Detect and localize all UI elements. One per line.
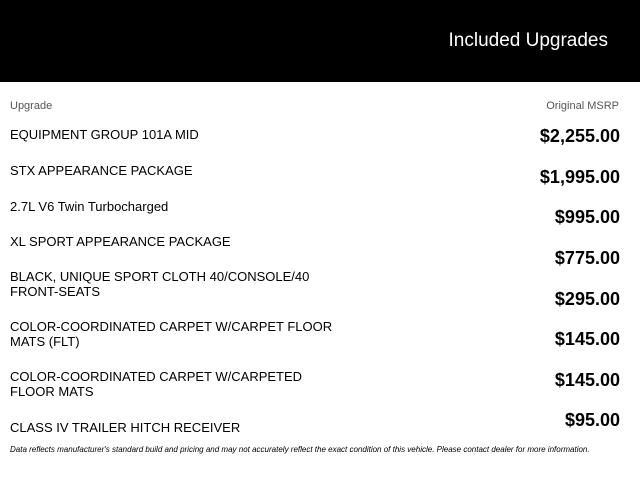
upgrade-price: $2,255.00	[539, 126, 620, 146]
upgrade-price: $145.00	[554, 329, 620, 349]
column-header-upgrade: Upgrade	[10, 100, 53, 112]
upgrade-name: COLOR-COORDINATED CARPET W/CARPET FLOOR MATS (FLT)	[10, 319, 333, 349]
upgrade-name: STX APPEARANCE PACKAGE	[10, 163, 193, 178]
upgrade-price: $95.00	[564, 410, 620, 430]
upgrade-name: EQUIPMENT GROUP 101A MID	[10, 127, 199, 142]
upgrade-price: $145.00	[554, 370, 620, 390]
upgrade-name: XL SPORT APPEARANCE PACKAGE	[10, 234, 231, 249]
page-title: Included Upgrades	[448, 30, 608, 51]
header-bar	[0, 0, 640, 82]
upgrade-name: COLOR-COORDINATED CARPET W/CARPETED FLOOR MATS	[10, 369, 303, 399]
upgrade-name: BLACK, UNIQUE SPORT CLOTH 40/CONSOLE/40 FRONT-SEATS	[10, 269, 310, 299]
upgrade-price: $1,995.00	[539, 167, 620, 187]
upgrade-name: CLASS IV TRAILER HITCH RECEIVER	[10, 420, 241, 435]
upgrade-price: $295.00	[554, 289, 620, 309]
disclaimer-text: Data reflects manufacturer's standard build and pricing and may not accurately reflect the exact condition of this vehicle. Please contact dealer for more information.	[10, 445, 590, 454]
upgrade-name: 2.7L V6 Twin Turbocharged	[10, 199, 169, 214]
upgrade-price: $775.00	[554, 248, 620, 268]
upgrade-price: $995.00	[554, 207, 620, 227]
column-header-msrp: Original MSRP	[546, 100, 619, 112]
